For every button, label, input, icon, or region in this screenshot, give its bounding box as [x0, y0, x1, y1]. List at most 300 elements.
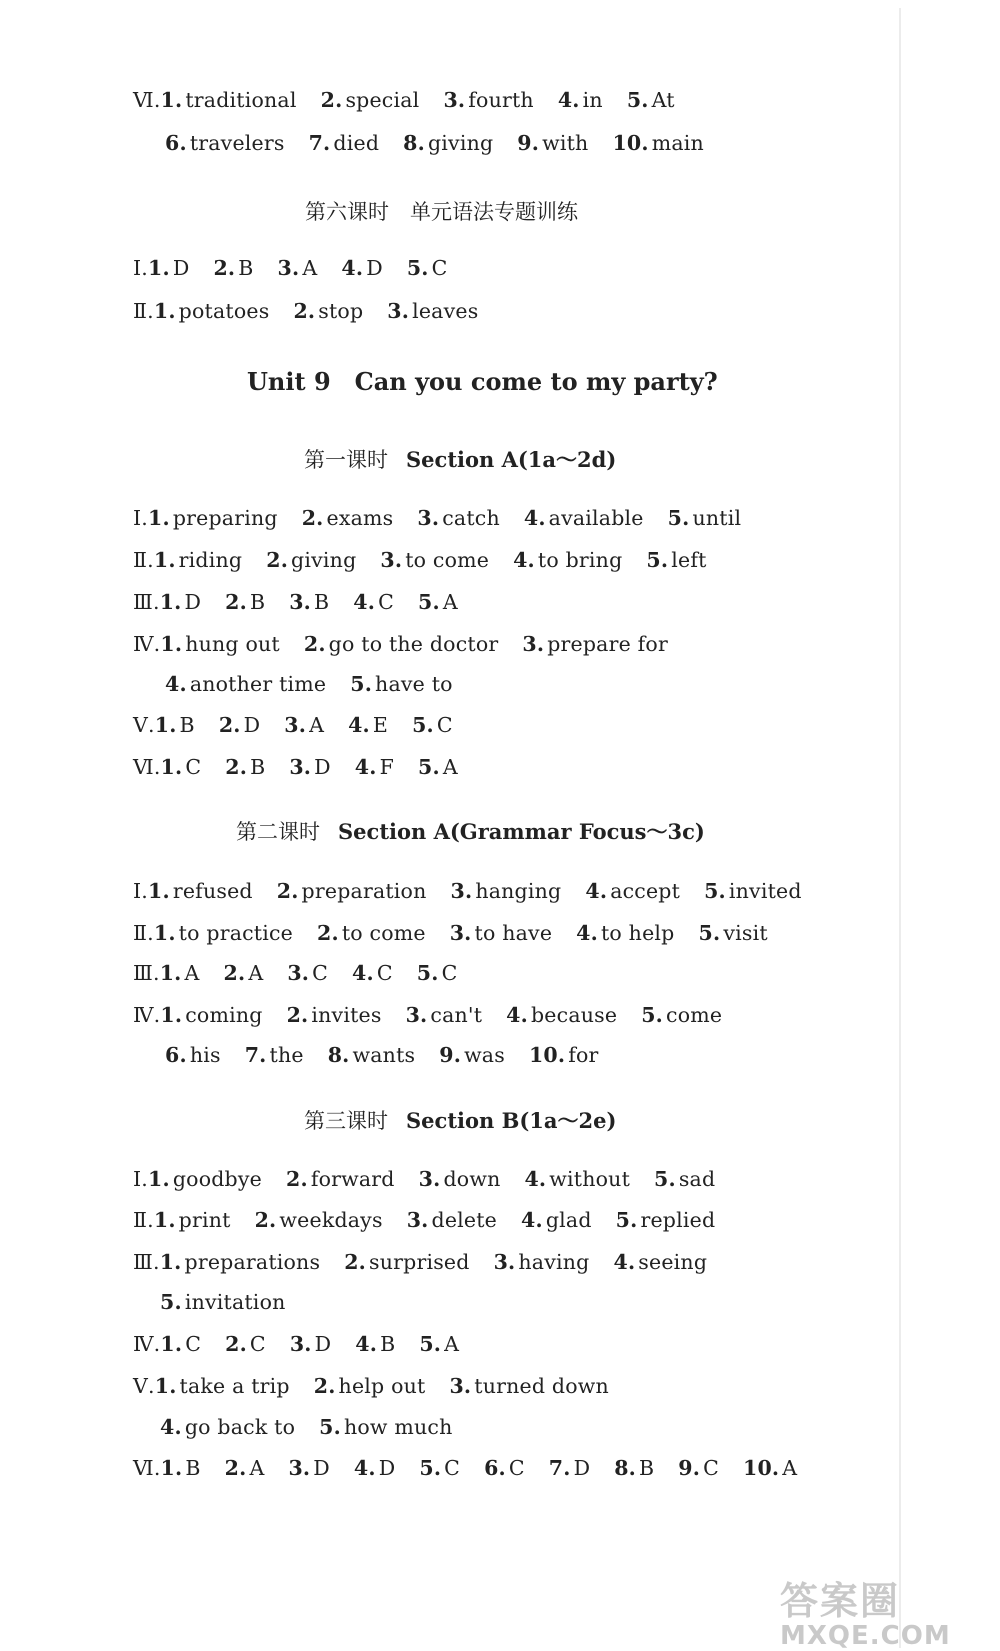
answer-item	[646, 548, 706, 572]
question-number: 1.	[160, 755, 183, 779]
answer-item	[284, 713, 324, 737]
answer-line	[133, 755, 482, 779]
answer-line	[133, 1208, 739, 1232]
question-number: 2.	[254, 1208, 277, 1232]
answer-item	[165, 1043, 221, 1067]
answer-item	[614, 1456, 654, 1480]
answer-text: B	[639, 1456, 655, 1480]
answer-text: weekdays	[279, 1208, 383, 1232]
answer-item	[317, 921, 426, 945]
question-number: 4.	[160, 1415, 182, 1439]
page-margin-rule	[899, 8, 901, 1648]
answer-item	[406, 1003, 483, 1027]
answer-text: hanging	[475, 879, 562, 903]
section-numeral: Ⅱ.	[133, 921, 154, 945]
question-number: 9.	[517, 131, 540, 155]
answer-text: catch	[442, 506, 500, 530]
section-numeral: Ⅱ.	[133, 548, 154, 572]
answer-item	[484, 1456, 525, 1480]
answer-text: exams	[326, 506, 394, 530]
answer-item	[418, 590, 458, 614]
answer-text: can't	[430, 1003, 483, 1027]
answer-item	[450, 921, 552, 945]
answer-item	[288, 1456, 329, 1480]
answer-item	[341, 256, 382, 280]
lesson6-heading: 第六课时 单元语法专题训练	[305, 200, 578, 224]
question-number: 2.	[301, 506, 324, 530]
answer-text: to have	[474, 921, 553, 945]
answer-line	[165, 672, 477, 696]
answer-text: without	[549, 1167, 631, 1191]
answer-text: died	[333, 131, 380, 155]
answer-item	[304, 632, 499, 656]
answer-text: D	[184, 590, 202, 614]
question-number: 1.	[154, 1374, 177, 1398]
answer-text: glad	[545, 1208, 592, 1232]
answer-item	[321, 88, 420, 112]
question-number: 5.	[646, 548, 669, 572]
answer-item	[668, 506, 742, 530]
answer-text: B	[179, 713, 195, 737]
question-number: 7.	[548, 1456, 571, 1480]
question-number: 5.	[667, 506, 690, 530]
question-number: 1.	[159, 961, 182, 985]
answer-item	[319, 1415, 452, 1439]
question-number: 1.	[154, 713, 177, 737]
question-number: 9.	[439, 1043, 462, 1067]
answer-text: C	[185, 755, 202, 779]
answer-line	[165, 131, 728, 155]
answer-item	[160, 961, 200, 985]
answer-text: At	[651, 88, 675, 112]
question-number: 2.	[223, 961, 246, 985]
question-number: 3.	[289, 590, 312, 614]
answer-text: preparations	[184, 1250, 321, 1274]
answer-text: D	[573, 1456, 591, 1480]
answer-text: fourth	[468, 88, 534, 112]
answer-text: C	[185, 1332, 202, 1356]
answer-text: sad	[678, 1167, 716, 1191]
answer-text: C	[436, 713, 453, 737]
answer-item	[354, 1456, 395, 1480]
answer-item	[387, 299, 478, 323]
section-numeral: Ⅰ.	[133, 256, 149, 280]
answer-text: A	[302, 256, 318, 280]
answer-line	[160, 1415, 477, 1439]
answer-item	[443, 88, 533, 112]
answer-text: A	[309, 713, 325, 737]
answer-item	[419, 1456, 460, 1480]
answer-text: D	[366, 256, 383, 280]
question-number: 6.	[484, 1456, 506, 1480]
section-numeral: Ⅵ.	[133, 1456, 161, 1480]
question-number: 2.	[276, 879, 299, 903]
answer-text: how much	[343, 1415, 453, 1439]
answer-item	[255, 1208, 383, 1232]
answer-text: take a trip	[179, 1374, 290, 1398]
question-number: 2.	[293, 299, 316, 323]
answer-text: D	[243, 713, 261, 737]
answer-text: main	[651, 131, 704, 155]
question-number: 5.	[418, 590, 440, 614]
question-number: 5.	[160, 1290, 182, 1314]
question-number: 6.	[165, 1043, 187, 1067]
answer-item	[148, 879, 253, 903]
question-number: 1.	[159, 1250, 182, 1274]
question-number: 3.	[493, 1250, 516, 1274]
section-numeral: Ⅱ.	[133, 1208, 154, 1232]
question-number: 2.	[225, 755, 248, 779]
answer-text: to bring	[537, 548, 623, 572]
answer-item	[494, 1250, 590, 1274]
answer-item	[419, 1332, 459, 1356]
answer-item	[293, 299, 363, 323]
question-number: 2.	[213, 256, 236, 280]
answer-item	[654, 1167, 715, 1191]
question-number: 10.	[528, 1043, 566, 1067]
answer-text: A	[248, 961, 264, 985]
answer-text: the	[269, 1043, 304, 1067]
question-number: 1.	[148, 879, 170, 903]
answer-item	[522, 632, 668, 656]
lesson2-heading	[236, 816, 705, 846]
question-number: 1.	[153, 548, 176, 572]
answer-text: preparing	[172, 506, 278, 530]
answer-text: because	[530, 1003, 618, 1027]
answer-line	[133, 632, 692, 656]
answer-text: potatoes	[178, 299, 270, 323]
answer-text: D	[378, 1456, 396, 1480]
question-number: 1.	[153, 921, 176, 945]
answer-line	[133, 256, 472, 280]
section-numeral: Ⅳ.	[133, 1003, 161, 1027]
question-number: 1.	[153, 1208, 176, 1232]
question-number: 3.	[405, 1003, 428, 1027]
answer-item	[286, 1167, 395, 1191]
answer-item	[355, 755, 394, 779]
answer-text: down	[443, 1167, 501, 1191]
answer-item	[224, 961, 264, 985]
answer-item	[328, 1043, 416, 1067]
question-number: 3.	[288, 1456, 311, 1480]
question-number: 2.	[218, 713, 241, 737]
question-number: 8.	[614, 1456, 637, 1480]
question-number: 3.	[443, 88, 466, 112]
answer-text: A	[782, 1456, 798, 1480]
lesson2-heading-en: Section A(Grammar Focus～3c)	[338, 819, 705, 844]
section-numeral: Ⅴ.	[133, 1374, 155, 1398]
question-number: 2.	[286, 1167, 308, 1191]
answer-item	[612, 131, 704, 155]
site-watermark	[780, 1570, 990, 1650]
answer-text: D	[314, 755, 331, 779]
question-number: 1.	[159, 590, 182, 614]
question-number: 4.	[585, 879, 608, 903]
question-number: 3.	[449, 1374, 472, 1398]
lesson3-heading	[304, 1105, 616, 1135]
answer-text: hung out	[185, 632, 280, 656]
answer-text: invitation	[184, 1290, 286, 1314]
answer-item	[161, 88, 297, 112]
answer-item	[160, 1290, 286, 1314]
answer-line	[133, 506, 765, 530]
question-number: 1.	[160, 1456, 183, 1480]
answer-text: come	[666, 1003, 723, 1027]
answer-item	[160, 632, 279, 656]
answer-text: travelers	[189, 131, 285, 155]
answer-item	[743, 1456, 797, 1480]
answer-text: D	[313, 1456, 330, 1480]
question-number: 1.	[148, 506, 170, 530]
answer-item	[627, 88, 675, 112]
question-number: 3.	[277, 256, 300, 280]
answer-item	[513, 548, 622, 572]
question-number: 3.	[380, 548, 403, 572]
question-number: 3.	[387, 299, 410, 323]
answer-text: for	[568, 1043, 599, 1067]
answer-line	[133, 590, 482, 614]
answer-text: stop	[318, 299, 364, 323]
answer-line	[133, 548, 731, 572]
answer-item	[517, 131, 588, 155]
answer-text: available	[548, 506, 644, 530]
answer-text: go to the doctor	[328, 632, 499, 656]
lesson3-heading-en: Section B(1a～2e)	[406, 1108, 617, 1133]
answer-item	[161, 755, 202, 779]
answer-text: C	[444, 1456, 461, 1480]
answer-item	[225, 1456, 265, 1480]
section-numeral: Ⅰ.	[133, 879, 149, 903]
answer-text: B	[314, 590, 330, 614]
answer-item	[348, 713, 388, 737]
answer-item	[352, 961, 393, 985]
answer-text: accept	[610, 879, 681, 903]
answer-item	[165, 131, 285, 155]
question-number: 2.	[320, 88, 343, 112]
answer-text: go back to	[184, 1415, 296, 1439]
answer-item	[266, 548, 356, 572]
answer-text: B	[249, 590, 266, 614]
answer-item	[289, 755, 330, 779]
answer-text: print	[178, 1208, 231, 1232]
question-number: 4.	[513, 548, 535, 572]
question-number: 8.	[327, 1043, 350, 1067]
section-numeral: Ⅰ.	[133, 1167, 149, 1191]
question-number: 5.	[350, 672, 373, 696]
answer-item	[344, 1250, 469, 1274]
question-number: 2.	[266, 548, 289, 572]
question-number: 7.	[308, 131, 331, 155]
question-number: 4.	[352, 961, 374, 985]
answer-item	[287, 1003, 382, 1027]
question-number: 4.	[613, 1250, 636, 1274]
answer-item	[290, 1332, 331, 1356]
answer-text: prepare for	[547, 632, 668, 656]
question-number: 3.	[289, 755, 312, 779]
answer-text: having	[518, 1250, 590, 1274]
answer-text: to practice	[178, 921, 294, 945]
answer-item	[161, 1456, 201, 1480]
answer-text: surprised	[369, 1250, 470, 1274]
section-numeral: Ⅳ.	[133, 632, 161, 656]
answer-text: goodbye	[172, 1167, 262, 1191]
section-numeral: Ⅴ.	[133, 713, 155, 737]
answer-item	[287, 961, 328, 985]
answer-text: giving	[427, 131, 494, 155]
question-number: 3.	[450, 879, 473, 903]
answer-item	[160, 590, 201, 614]
answer-line	[133, 713, 477, 737]
question-number: 5.	[419, 1456, 442, 1480]
answer-line	[133, 961, 481, 985]
answer-text: B	[238, 256, 254, 280]
answer-text: B	[380, 1332, 396, 1356]
answer-text: turned down	[474, 1374, 609, 1398]
question-number: 5.	[641, 1003, 664, 1027]
section-numeral: Ⅰ.	[133, 506, 149, 530]
question-number: 5.	[704, 879, 726, 903]
answer-text: delete	[431, 1208, 498, 1232]
question-number: 1.	[148, 1167, 170, 1191]
answer-text: leaves	[412, 299, 479, 323]
answer-text: to come	[405, 548, 490, 572]
lesson1-heading-en: Section A(1a～2d)	[406, 447, 617, 472]
answer-item	[148, 256, 189, 280]
answer-item	[148, 506, 278, 530]
question-number: 5.	[412, 713, 434, 737]
answer-item	[521, 1208, 592, 1232]
question-number: 2.	[313, 1374, 336, 1398]
question-number: 3.	[449, 921, 472, 945]
answer-text: help out	[338, 1374, 426, 1398]
answer-text: invited	[728, 879, 802, 903]
answer-item	[155, 713, 195, 737]
answer-text: C	[703, 1456, 719, 1480]
question-number: 4.	[576, 921, 598, 945]
answer-text: C	[378, 590, 394, 614]
question-number: 2.	[303, 632, 326, 656]
answer-text: another time	[189, 672, 327, 696]
answer-item	[225, 1332, 266, 1356]
answer-item	[160, 1415, 295, 1439]
answer-text: A	[249, 1456, 265, 1480]
answer-item	[160, 1003, 262, 1027]
answer-text: his	[189, 1043, 221, 1067]
answer-text: special	[345, 88, 420, 112]
answer-item	[704, 879, 802, 903]
answer-line	[133, 879, 826, 903]
answer-item	[302, 506, 394, 530]
answer-text: C	[312, 961, 329, 985]
question-number: 1.	[148, 256, 170, 280]
lesson1-heading-cn: 第一课时	[304, 448, 388, 472]
answer-line	[133, 1167, 739, 1191]
answer-text: C	[441, 961, 458, 985]
question-number: 3.	[418, 1167, 441, 1191]
answer-text: D	[314, 1332, 332, 1356]
question-number: 1.	[160, 1332, 183, 1356]
question-number: 7.	[244, 1043, 267, 1067]
answer-item	[309, 131, 380, 155]
question-number: 4.	[506, 1003, 528, 1027]
answer-text: have to	[375, 672, 453, 696]
lesson2-heading-cn: 第二课时	[236, 820, 320, 844]
answer-item	[165, 672, 326, 696]
question-number: 3.	[406, 1208, 429, 1232]
answer-text: refused	[172, 879, 253, 903]
answer-text: riding	[178, 548, 243, 572]
answer-item	[418, 755, 458, 779]
question-number: 3.	[289, 1332, 312, 1356]
answer-item	[558, 88, 603, 112]
answer-item	[154, 299, 270, 323]
answer-text: to help	[600, 921, 675, 945]
answer-line	[133, 88, 699, 112]
answer-item	[439, 1043, 505, 1067]
question-number: 5.	[418, 755, 440, 779]
question-number: 5.	[416, 961, 439, 985]
question-number: 3.	[284, 713, 307, 737]
lesson3-heading-cn: 第三课时	[304, 1109, 388, 1133]
answer-text: B	[250, 755, 266, 779]
answer-item	[213, 256, 253, 280]
lesson1-heading	[304, 444, 616, 474]
answer-text: in	[582, 88, 603, 112]
answer-line	[160, 1290, 310, 1314]
section-numeral: Ⅵ.	[133, 88, 161, 112]
answer-text: A	[442, 590, 458, 614]
question-number: 1.	[160, 632, 183, 656]
question-number: 5.	[626, 88, 649, 112]
question-number: 9.	[678, 1456, 701, 1480]
answer-text: preparation	[301, 879, 427, 903]
answer-text: traditional	[185, 88, 297, 112]
answer-line	[133, 1456, 821, 1480]
section-numeral: Ⅳ.	[133, 1332, 161, 1356]
question-number: 4.	[524, 1167, 547, 1191]
answer-item	[154, 548, 242, 572]
answer-text: left	[671, 548, 707, 572]
answer-item	[529, 1043, 599, 1067]
question-number: 8.	[403, 131, 425, 155]
answer-item	[419, 1167, 501, 1191]
answer-item	[641, 1003, 722, 1027]
question-number: 4.	[353, 1456, 376, 1480]
answer-item	[219, 713, 260, 737]
answer-item	[155, 1374, 290, 1398]
answer-item	[289, 590, 329, 614]
answer-item	[154, 1208, 231, 1232]
question-number: 2.	[344, 1250, 366, 1274]
answer-item	[417, 961, 458, 985]
question-number: 4.	[354, 755, 377, 779]
answer-item	[160, 1332, 201, 1356]
question-number: 4.	[523, 506, 546, 530]
watermark-url: MXQE.COM	[780, 1621, 951, 1651]
answer-line	[133, 1374, 633, 1398]
question-number: 3.	[417, 506, 440, 530]
question-number: 2.	[317, 921, 339, 945]
answer-item	[314, 1374, 426, 1398]
question-number: 4.	[353, 590, 376, 614]
answer-item	[412, 713, 453, 737]
answer-text: C	[431, 256, 448, 280]
answer-line	[133, 1003, 746, 1027]
answer-text: A	[444, 1332, 460, 1356]
answer-item	[245, 1043, 304, 1067]
answer-item	[355, 1332, 395, 1356]
question-number: 4.	[355, 1332, 378, 1356]
